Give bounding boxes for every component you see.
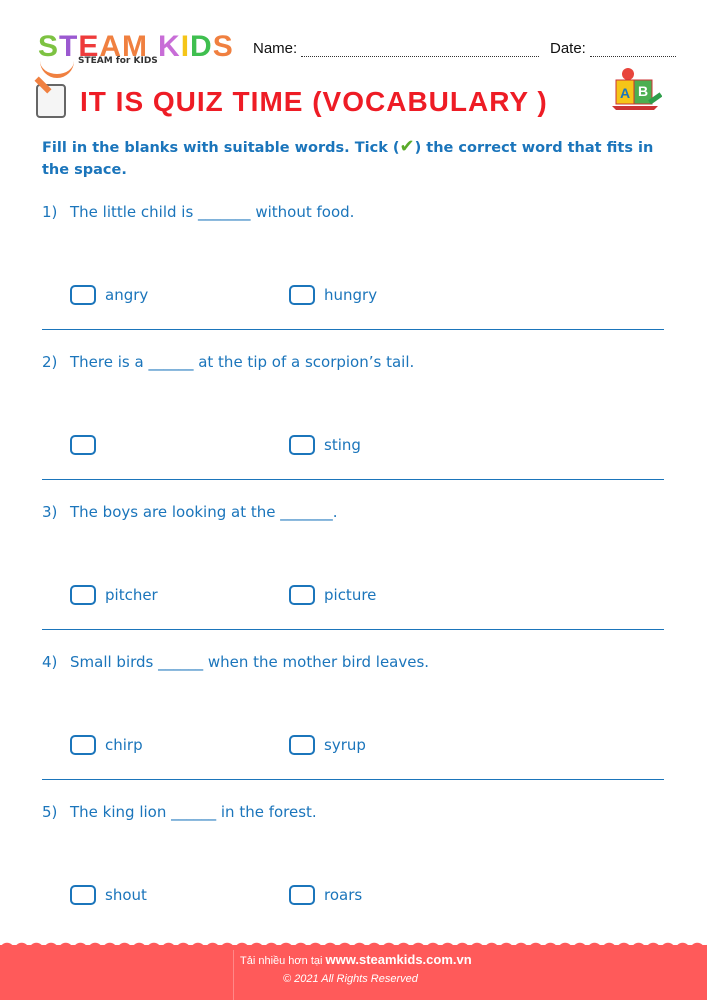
pencil-paper-icon [36,84,66,118]
answer-option[interactable] [70,885,147,905]
question-text: The king lion ______ in the forest. [70,803,317,821]
option-label: hungry [324,286,378,304]
answer-option[interactable] [289,585,376,605]
logo-letter: M [122,30,149,63]
question-5 [42,803,317,821]
question-number: 3) [42,503,58,521]
option-label: syrup [324,736,366,754]
page-title: IT IS QUIZ TIME (VOCABULARY ) [80,86,548,117]
checkbox[interactable] [70,735,96,755]
checkbox[interactable] [70,285,96,305]
footer-site-link[interactable]: www.steamkids.com.vn [325,952,472,967]
footer-prefix: Tải nhiều hơn tại [240,955,326,967]
option-label: angry [105,286,149,304]
question-number: 5) [42,803,58,821]
option-label: shout [105,886,147,904]
question-3 [42,503,338,521]
divider [42,779,664,780]
divider [42,329,664,330]
logo-swoosh-icon [40,60,74,78]
option-label: sting [324,436,361,454]
answer-option[interactable] [289,735,366,755]
abc-book-icon [610,66,662,112]
footer-copyright: © 2021 All Rights Reserved [283,973,418,985]
logo-letter: K [158,30,181,63]
question-number: 4) [42,653,58,671]
checkbox[interactable] [289,435,315,455]
answer-option[interactable] [289,285,377,305]
svg-text:B: B [638,83,649,99]
logo-letter: I [180,30,191,63]
checkmark-icon: ✔ [399,136,415,157]
logo-letter: S [38,30,60,63]
checkbox[interactable] [289,585,315,605]
option-label: roars [324,886,363,904]
logo-letter: S [212,30,234,63]
logo-letter: T [59,30,79,63]
question-1 [42,203,354,221]
svg-text:A: A [620,85,631,101]
divider [42,479,664,480]
option-label: pitcher [105,586,158,604]
date-field[interactable] [550,40,676,57]
checkbox[interactable] [70,585,96,605]
instructions [42,136,672,181]
instructions-text-end: ) the correct word that fits in the space. [42,140,654,178]
instructions-text: Fill in the blanks with suitable words. Tick ( [42,140,400,156]
checkbox[interactable] [289,735,315,755]
answer-option[interactable] [289,435,361,455]
answer-option[interactable] [70,285,148,305]
question-number: 2) [42,353,58,371]
checkbox[interactable] [70,885,96,905]
checkbox[interactable] [289,285,315,305]
checkbox[interactable] [70,435,96,455]
logo-letter: E [78,30,100,63]
logo-letter: D [190,30,213,63]
logo-tagline: STEAM for KIDS [78,56,158,66]
question-text: The little child is _______ without food. [70,203,355,221]
question-4 [42,653,429,671]
answer-option[interactable] [70,735,143,755]
footer-divider [233,950,234,1000]
footer-link-line [240,952,472,967]
checkbox[interactable] [289,885,315,905]
answer-option[interactable] [70,585,158,605]
name-label: Name: [253,40,298,57]
logo-letter: A [99,30,123,63]
question-text: There is a ______ at the tip of a scorpion’s tail. [70,353,415,371]
question-text: The boys are looking at the _______. [70,503,338,521]
date-label: Date: [550,40,586,57]
divider [42,629,664,630]
option-label: chirp [105,736,143,754]
question-2 [42,353,414,371]
option-label: picture [324,586,377,604]
question-text: Small birds ______ when the mother bird leaves. [70,653,430,671]
question-number: 1) [42,203,58,221]
answer-option[interactable] [289,885,362,905]
answer-option[interactable] [70,435,105,455]
name-field[interactable] [253,40,539,57]
